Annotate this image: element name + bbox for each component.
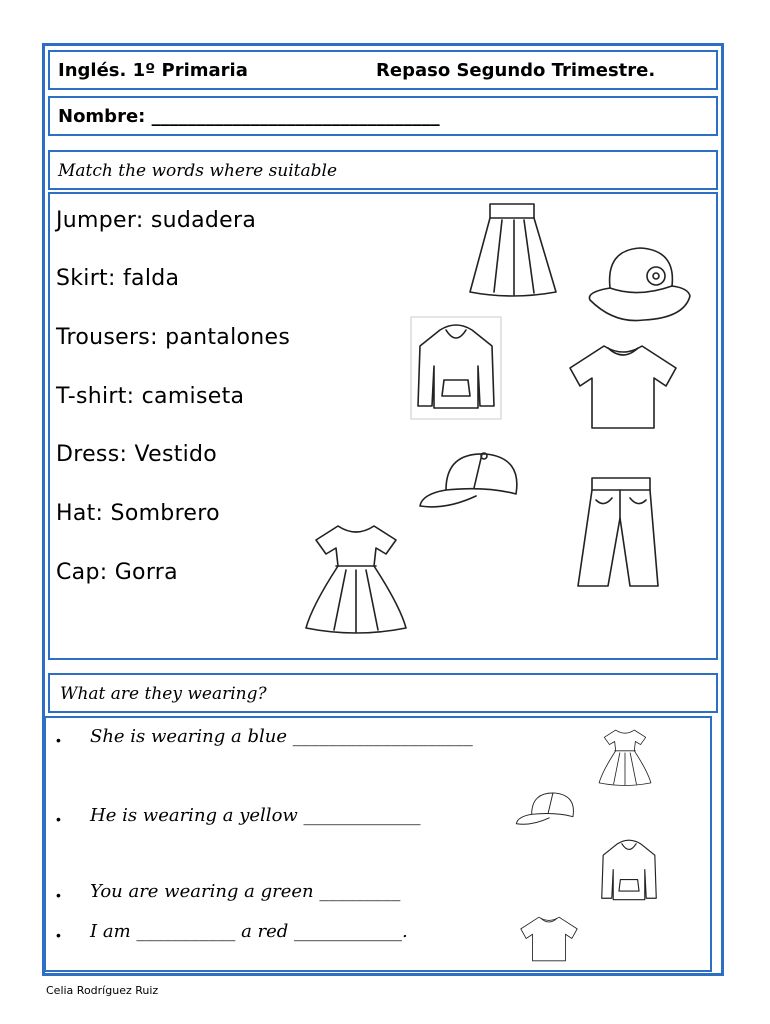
name-field[interactable]: Nombre: ________________________________: [58, 106, 440, 127]
vocab-item: Dress: Vestido: [56, 442, 218, 467]
sentence[interactable]: I am ___________ a red ____________.: [90, 921, 408, 942]
skirt-icon: [462, 200, 562, 300]
trousers-icon: [570, 474, 664, 592]
cap-icon: [416, 444, 528, 518]
section2-instruction: What are they wearing?: [60, 684, 267, 704]
worksheet-title: Repaso Segundo Trimestre.: [376, 60, 656, 81]
hat-icon: [584, 240, 694, 326]
bullet: •: [56, 811, 61, 827]
sentence[interactable]: He is wearing a yellow _____________: [90, 805, 421, 826]
jumper-icon: [596, 830, 662, 912]
name-box: [48, 96, 718, 136]
sentence[interactable]: She is wearing a blue ____________________: [90, 726, 473, 747]
dress-icon: [596, 724, 654, 790]
header-box: [48, 50, 718, 90]
vocab-item: Trousers: pantalones: [56, 325, 291, 350]
section1-instruction: Match the words where suitable: [58, 161, 338, 181]
vocab-item: Hat: Sombrero: [56, 501, 220, 526]
jumper-icon: [410, 316, 502, 420]
bullet: •: [56, 732, 61, 748]
vocab-item: Jumper: sudadera: [56, 208, 257, 233]
author-credit: Celia Rodríguez Ruiz: [46, 984, 159, 997]
vocab-item: T-shirt: camiseta: [56, 384, 245, 409]
bullet: •: [56, 887, 61, 903]
subject-label: Inglés. 1º Primaria: [58, 60, 248, 81]
vocab-item: Cap: Gorra: [56, 560, 178, 585]
sentence[interactable]: You are wearing a green _________: [90, 881, 401, 902]
tshirt-icon: [562, 340, 684, 434]
dress-icon: [300, 518, 412, 638]
vocab-item: Skirt: falda: [56, 266, 180, 291]
section2-instruction-box: [48, 673, 718, 713]
section1-instruction-box: [48, 150, 718, 190]
tshirt-icon: [516, 914, 582, 964]
bullet: •: [56, 927, 61, 943]
cap-icon: [514, 786, 580, 832]
